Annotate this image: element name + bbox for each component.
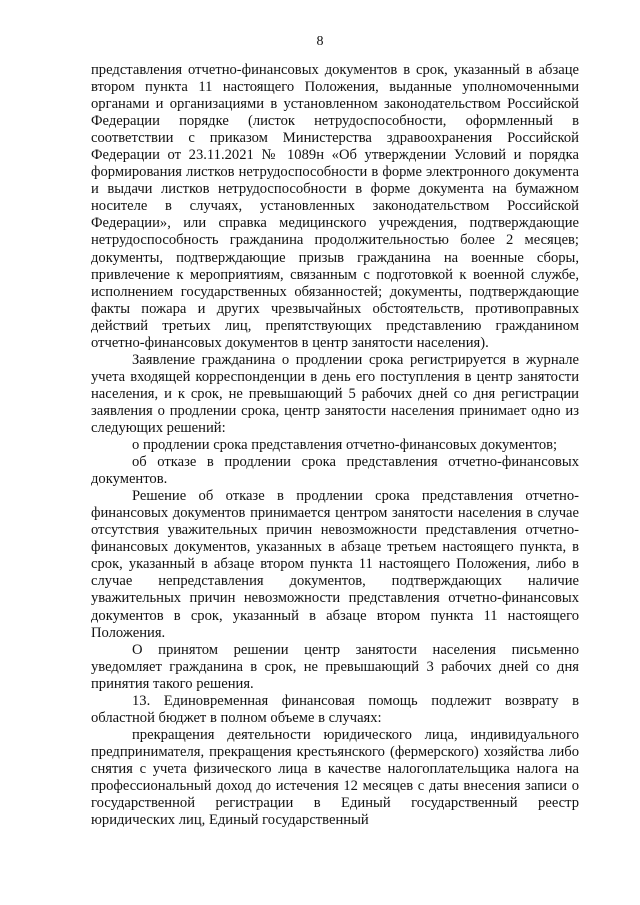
paragraph-supporting-documents: представления отчетно-финансовых документов в срок, указанный в абзаце втором пункта 11 настоящего Положения, выданные уполномоченными органами и организациями в установленном законодательством Российской Федерации порядке (листок нетрудоспособности, оформленный в соответствии с приказом Министерства здравоохранения Российской Федерации от 23.11.2021 № 1089н «Об утверждении Условий и порядка формирования листков нетрудоспособности в форме электронного документа и выдачи листков нетрудоспособности в форме документа на бумажном носителе в случаях, установленных законодательством Российской Федерации», или справка медицинского учреждения, подтверждающие нетрудоспособность гражданина продолжительностью более 2 месяцев; документы, подтверждающие призыв гражданина на военные сборы, привлечение к мероприятиям, связанным с подготовкой к военной службе, исполнением государственных обязанностей; документы, подтверждающие факты пожара и других чрезвычайных обстоятельств, противоправных действий третьих лиц, препятствующих представлению гражданином отчетно-финансовых документов в центр занятости населения). xyxy=(91,62,579,351)
page-number: 8 xyxy=(316,34,324,49)
paragraph-decision-refuse: об отказе в продлении срока представления отчетно-финансовых документов. xyxy=(91,454,579,488)
paragraph-application-registration: Заявление гражданина о продлении срока регистрируется в журнале учета входящей корреспонденции в день его поступления в центр занятости населения, и к срок, не превышающий 5 рабочих дней со дня регистрации заявления о продлении срока, центр занятости населения принимает одно из следующих решений: xyxy=(91,351,579,436)
paragraph-decision-extend: о продлении срока представления отчетно-финансовых документов; xyxy=(132,437,558,454)
paragraph-clause-13: 13. Единовременная финансовая помощь подлежит возврату в областной бюджет в полном объеме в случаях: xyxy=(91,692,579,726)
paragraph-notification: О принятом решении центр занятости населения письменно уведомляет гражданина в срок, не превышающий 3 рабочих дней со дня принятия такого решения. xyxy=(91,641,579,692)
paragraph-termination-case: прекращения деятельности юридического лица, индивидуального предпринимателя, прекращения крестьянского (фермерского) хозяйства либо снятия с учета физического лица в качестве налогоплательщика налога на профессиональный доход до истечения 12 месяцев с даты внесения записи о государственной регистрации в Единый государственный реестр юридических лиц, Единый государственный xyxy=(91,726,579,829)
paragraph-refusal-grounds: Решение об отказе в продлении срока представления отчетно-финансовых документов принимается центром занятости населения в случае отсутствия уважительных причин невозможности представления отчетно-финансовых документов, указанных в абзаце третьем настоящего пункта, в срок, указанный в абзаце втором пункта 11 настоящего Положения, либо в случае непредставления документов, подтверждающих наличие уважительных причин невозможности представления отчетно-финансовых документов в срок, указанный в абзаце втором пункта 11 настоящего Положения. xyxy=(91,488,579,641)
document-body xyxy=(91,62,579,829)
